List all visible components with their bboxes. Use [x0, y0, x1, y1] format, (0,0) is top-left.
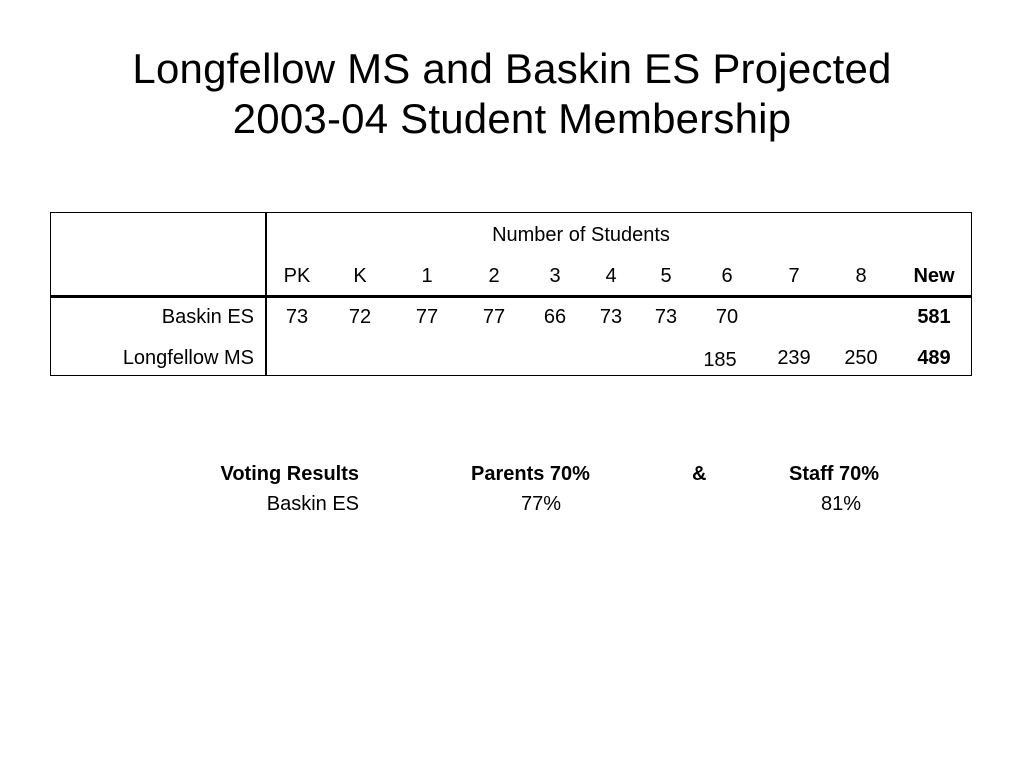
table-cell: 73 — [285, 306, 309, 328]
table-cell: 66 — [543, 306, 567, 328]
row-total: 581 — [917, 306, 951, 328]
table-cell: 70 — [715, 306, 739, 328]
parents-vote-value: 77% — [521, 493, 562, 515]
table-row-label-divider — [265, 213, 267, 375]
column-header: 8 — [855, 265, 867, 287]
table-cell: 77 — [482, 306, 506, 328]
row-label-longfellow-ms: Longfellow MS — [122, 347, 254, 369]
table-cell: 72 — [348, 306, 372, 328]
column-header: 1 — [421, 265, 433, 287]
table-cell: 73 — [599, 306, 623, 328]
voting-results-label: Voting Results — [220, 463, 359, 485]
row-label-baskin-es: Baskin ES — [161, 306, 254, 328]
title-line-2: 2003-04 Student Membership — [232, 95, 792, 142]
ampersand-separator: & — [692, 463, 707, 485]
column-header: K — [353, 265, 367, 287]
table-cell: 77 — [415, 306, 439, 328]
table-cell: 185 — [703, 349, 737, 371]
parents-threshold-header: Parents 70% — [471, 463, 590, 485]
column-header: 3 — [549, 265, 561, 287]
membership-table — [50, 212, 972, 376]
voting-row-label: Baskin ES — [266, 493, 359, 515]
column-header: 2 — [488, 265, 500, 287]
title-line-1: Longfellow MS and Baskin ES Projected — [132, 45, 892, 92]
table-cell: 250 — [844, 347, 878, 369]
column-header: PK — [283, 265, 311, 287]
group-header: Number of Students — [492, 224, 670, 246]
slide-title — [0, 44, 1024, 144]
column-header: 7 — [788, 265, 800, 287]
table-header-divider — [51, 295, 971, 298]
row-total: 489 — [917, 347, 951, 369]
staff-vote-value: 81% — [821, 493, 862, 515]
total-column-header: New — [913, 265, 955, 287]
column-header: 5 — [660, 265, 672, 287]
column-header: 4 — [605, 265, 617, 287]
table-cell: 239 — [777, 347, 811, 369]
table-cell: 73 — [654, 306, 678, 328]
column-header: 6 — [721, 265, 733, 287]
staff-threshold-header: Staff 70% — [789, 463, 880, 485]
